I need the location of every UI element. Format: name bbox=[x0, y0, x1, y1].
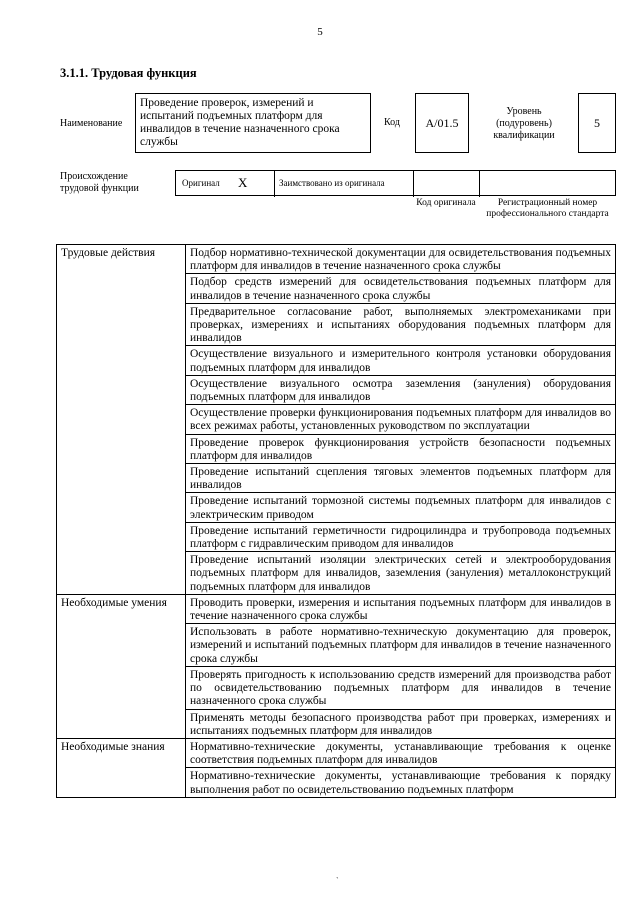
footer-mark: ` bbox=[336, 876, 339, 885]
level-value-box bbox=[578, 93, 616, 153]
borrowed-label: Заимствовано из оригинала bbox=[279, 178, 385, 188]
section-label-actions: Трудовые действия bbox=[57, 245, 186, 595]
reg-number-cell bbox=[480, 171, 617, 197]
origin-row bbox=[175, 170, 616, 196]
code-label: Код bbox=[384, 117, 400, 128]
table-cell: Осуществление визуального осмотра заземления (зануления) оборудования подъемных платформ для инвалидов bbox=[186, 375, 616, 404]
table-cell: Проведение испытаний изоляции электрических сетей и электрооборудования подъемных платформ для инвалидов, заземления (зануления) металлоконструкций подъемных платформ для инвалидов bbox=[186, 552, 616, 595]
table-cell: Проведение испытаний герметичности гидроцилиндра и трубопровода подъемных платформ с гидравлическим приводом для инвалидов bbox=[186, 522, 616, 551]
origin-label: Происхождение трудовой функции bbox=[60, 171, 139, 194]
table-row bbox=[57, 738, 616, 767]
borrowed-cell bbox=[275, 171, 414, 197]
section-heading: 3.1.1. Трудовая функция bbox=[60, 66, 197, 80]
table-cell: Проведение испытаний тормозной системы подъемных платформ для инвалидов с электрическим приводом bbox=[186, 493, 616, 522]
code-caption: Код оригинала bbox=[416, 198, 476, 208]
table-cell: Подбор нормативно-технической документации для освидетельствования подъемных платформ для инвалидов в течение назначенного срока службы bbox=[186, 245, 616, 274]
original-code-cell bbox=[414, 171, 480, 197]
original-cell bbox=[176, 171, 275, 197]
table-cell: Проверять пригодность к использованию средств измерений для производства работ по освидетельствованию подъемных платформ для инвалидов в течение назначенного срока службы bbox=[186, 666, 616, 709]
function-table bbox=[56, 244, 616, 798]
table-row bbox=[57, 594, 616, 623]
table-cell: Проведение проверок функционирования устройств безопасности подъемных платформ для инвалидов bbox=[186, 434, 616, 463]
section-label-skills: Необходимые умения bbox=[57, 594, 186, 738]
original-mark: X bbox=[238, 175, 248, 190]
name-label: Наименование bbox=[60, 118, 123, 129]
page-number: 5 bbox=[317, 26, 323, 38]
table-cell: Предварительное согласование работ, выполняемых электромеханиками при проверках, измерениях и испытаниях оборудования подъемных платформ для инвалидов bbox=[186, 303, 616, 346]
code-value: A/01.5 bbox=[425, 115, 459, 130]
section-label-knowledge: Необходимые знания bbox=[57, 738, 186, 797]
table-cell: Подбор средств измерений для освидетельствования подъемных платформ для инвалидов в течение назначенного срока службы bbox=[186, 274, 616, 303]
table-cell: Осуществление визуального и измерительного контроля установки оборудования подъемных платформ для инвалидов bbox=[186, 346, 616, 375]
reg-caption: Регистрационный номер профессионального стандарта bbox=[486, 198, 609, 219]
table-cell: Использовать в работе нормативно-техническую документацию для проверок, измерений и испытаний подъемных платформ для инвалидов в течение назначенного срока службы bbox=[186, 624, 616, 667]
table-cell: Проведение испытаний сцепления тяговых элементов подъемных платформ для инвалидов bbox=[186, 464, 616, 493]
table-cell: Нормативно-технические документы, устанавливающие требования к оценке соответствия подъемных платформ для инвалидов bbox=[186, 738, 616, 767]
level-label: Уровень (подуровень) квалификации bbox=[493, 106, 555, 141]
table-cell: Осуществление проверки функционирования подъемных платформ для инвалидов во всех режимах работы, установленных руководством по эксплуатации bbox=[186, 405, 616, 434]
table-row bbox=[57, 245, 616, 274]
code-value-box bbox=[415, 93, 469, 153]
table-cell: Применять методы безопасного производства работ при проверках, измерениях и испытаниях подъемных платформ для инвалидов bbox=[186, 709, 616, 738]
name-value: Проведение проверок, измерений и испытаний подъемных платформ для инвалидов в течение назначенного срока службы bbox=[140, 97, 340, 148]
original-label: Оригинал bbox=[182, 178, 220, 188]
table-cell: Нормативно-технические документы, устанавливающие требования к порядку выполнения работ по освидетельствованию подъемных платформ bbox=[186, 768, 616, 797]
level-value: 5 bbox=[594, 115, 600, 130]
name-value-box bbox=[135, 93, 371, 153]
table-cell: Проводить проверки, измерения и испытания подъемных платформ для инвалидов в течение назначенного срока службы bbox=[186, 594, 616, 623]
